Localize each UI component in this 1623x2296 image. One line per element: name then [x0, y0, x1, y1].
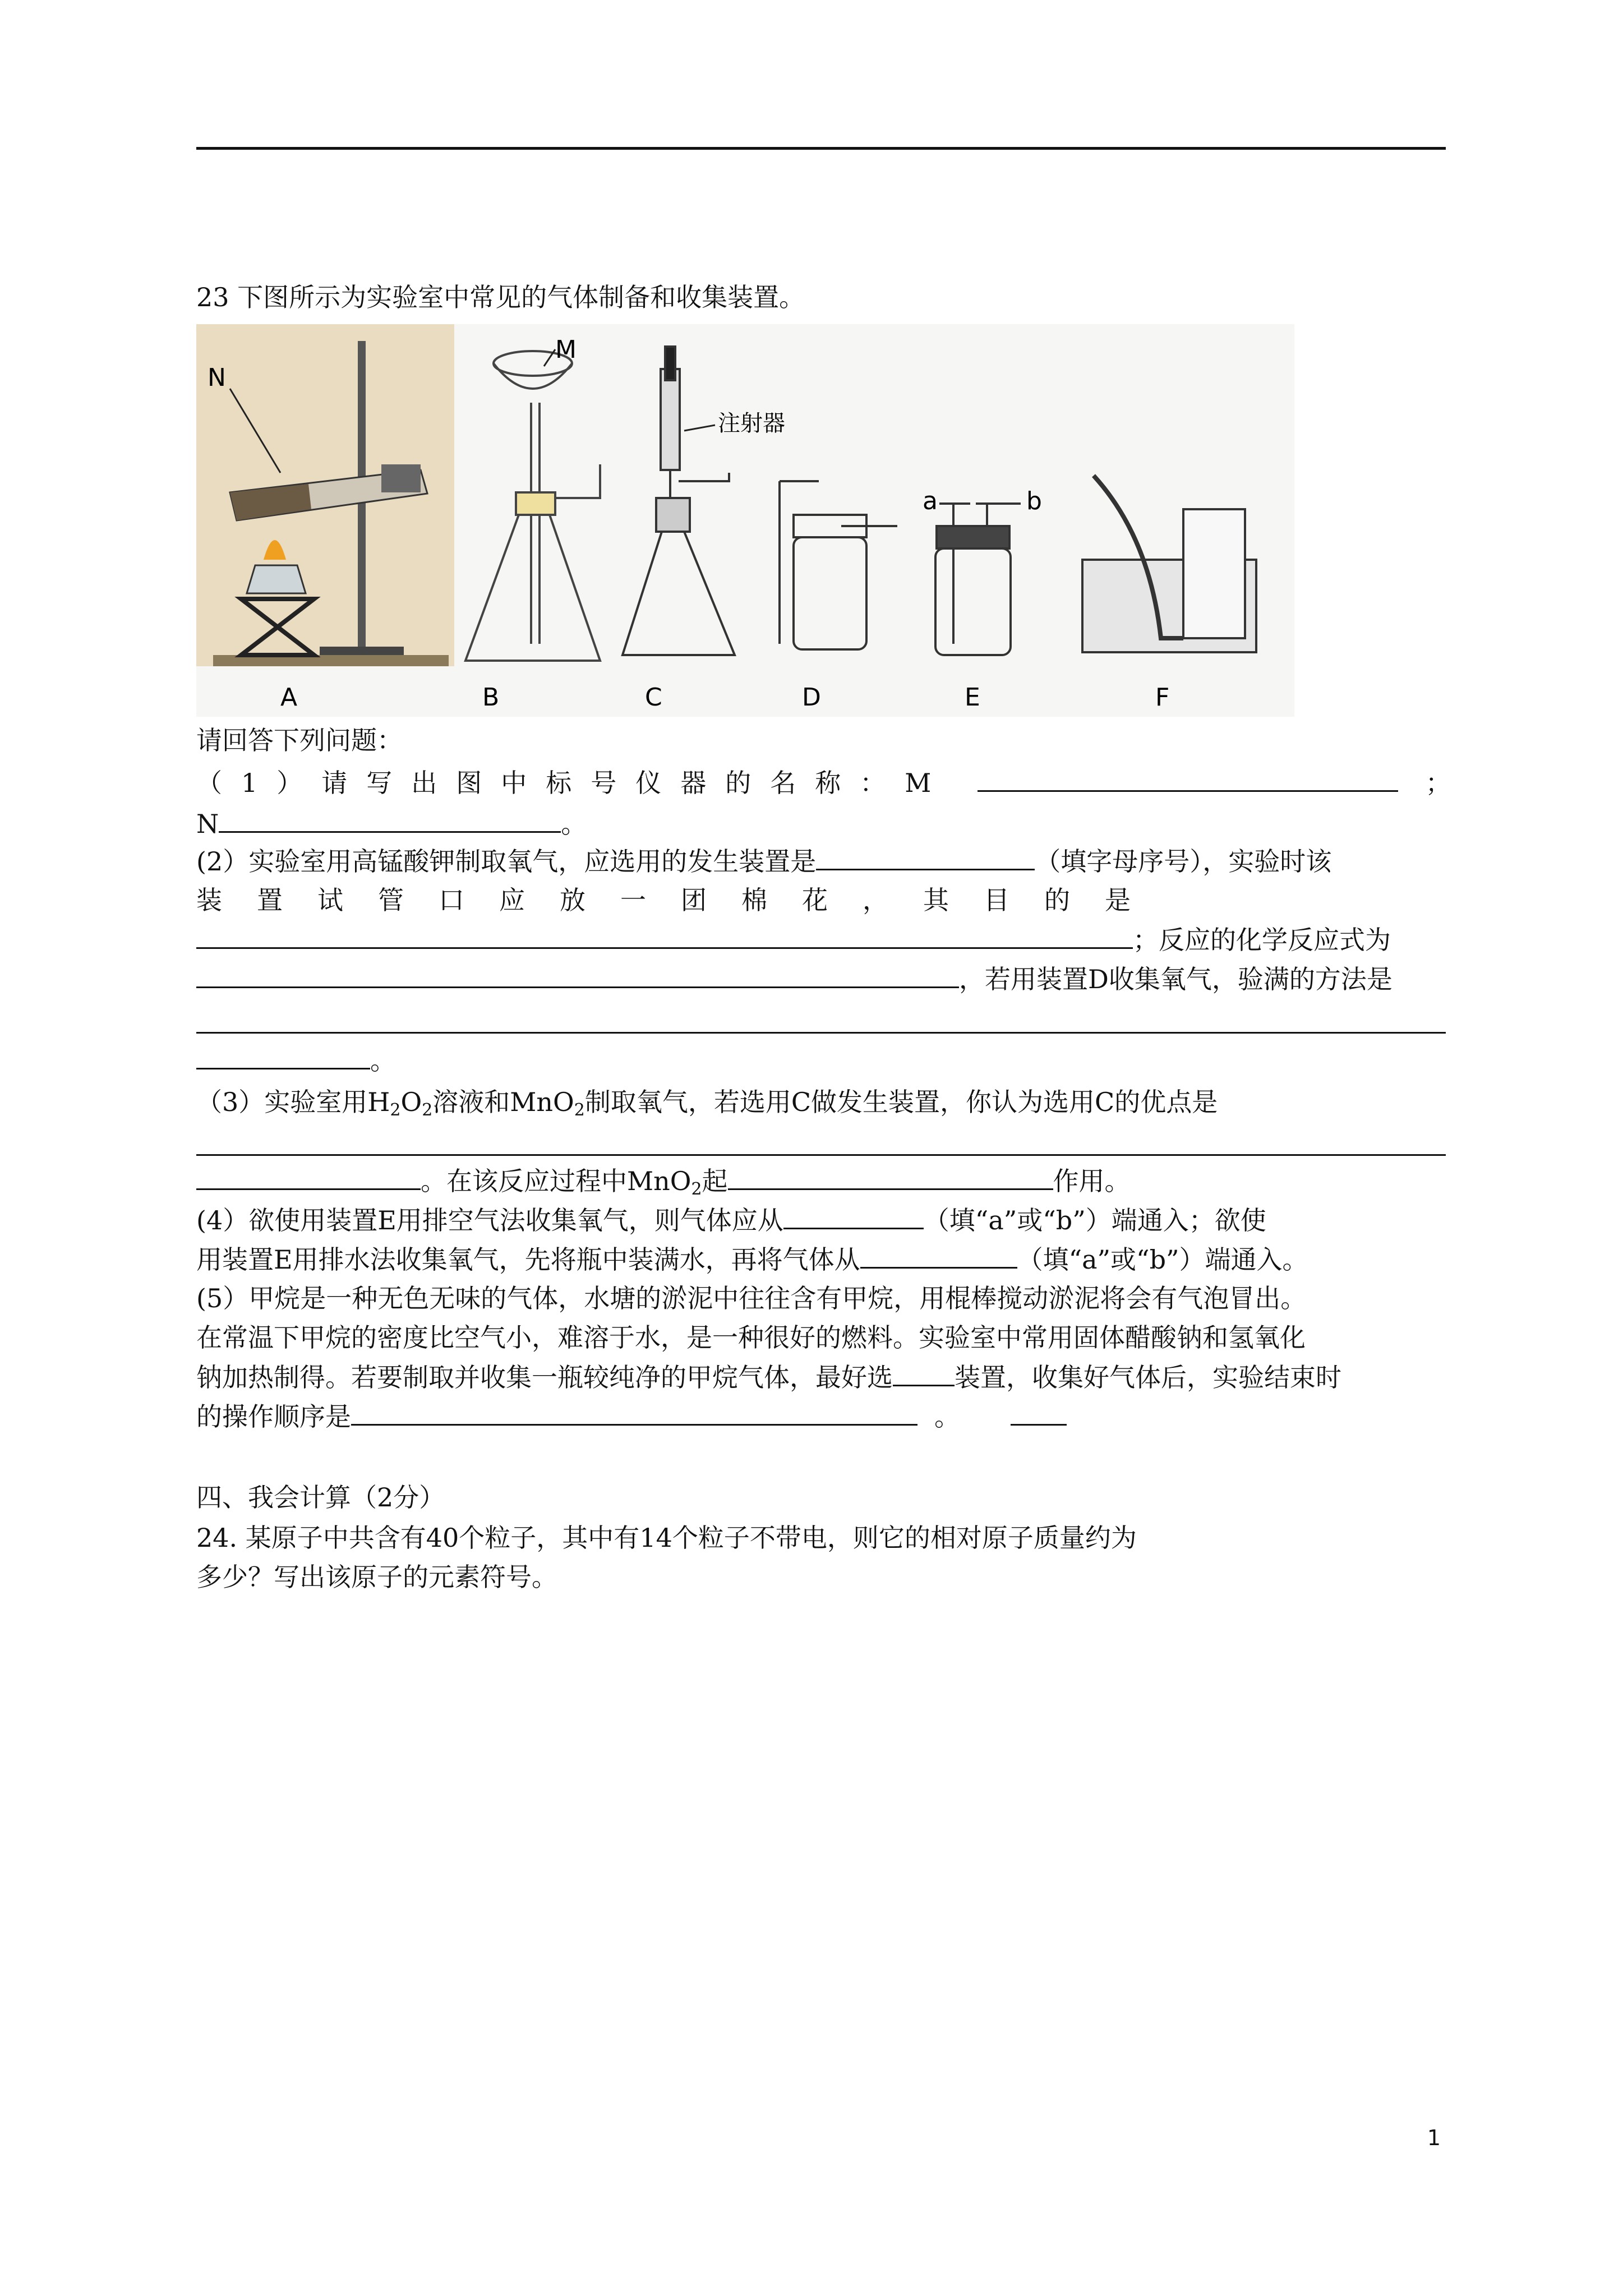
letter-c: C — [645, 683, 662, 712]
letter-e: E — [965, 683, 980, 712]
answer-blank-equation[interactable] — [196, 962, 959, 988]
answer-rule-advantage[interactable] — [196, 1154, 1446, 1156]
q2-l3: ；反应的化学反应式为 — [1133, 925, 1391, 955]
apparatus-a — [196, 324, 454, 666]
section4-title: 四、我会计算（2分） — [196, 1482, 445, 1513]
answer-blank-m[interactable] — [978, 766, 1398, 792]
q23-1 — [196, 766, 1470, 800]
q24-line1: 24. 某原子中共含有40个粒子，其中有14个粒子不带电，则它的相对原子质量约为 — [196, 1523, 1137, 1553]
q23-2-line3 — [196, 923, 1391, 957]
answer-blank-methane-device[interactable] — [893, 1360, 955, 1386]
q23-2-line4 — [196, 962, 1393, 996]
q23-stem: 23 下图所示为实验室中常见的气体制备和收集装置。 — [196, 282, 805, 312]
letter-a: A — [280, 683, 298, 712]
answer-blank-air[interactable] — [783, 1203, 924, 1229]
answer-blank-advantage-end[interactable] — [196, 1164, 421, 1190]
q23-prompt: 请回答下列问题： — [196, 725, 403, 755]
label-b: b — [1026, 487, 1042, 515]
letter-d: D — [802, 683, 821, 712]
q23-5-line1: (5）甲烷是一种无色无味的气体，水塘的淤泥中往往含有甲烷，用棍棒搅动淤泥将会有气泡冒出。 — [196, 1283, 1307, 1313]
answer-blank-extra[interactable] — [1011, 1399, 1067, 1426]
q23-4-line1: (4）欲使用装置E用排空气法收集氧气，则气体应从 （填“a”或“b”）端通入；欲使 — [196, 1203, 1266, 1237]
q3-l1a: （3）实验室用H — [196, 1087, 390, 1117]
label-a: a — [923, 487, 938, 515]
q23-3-line3: 。在该反应过程中MnO$_2$起 作用。 — [196, 1164, 1131, 1198]
q1-n: N — [196, 809, 219, 839]
letter-f: F — [1155, 683, 1170, 712]
q2-l4: ，若用装置D收集氧气，验满的方法是 — [959, 964, 1393, 994]
q23-2-line6 — [196, 1043, 396, 1077]
q23-4-line2: 用装置E用排水法收集氧气，先将瓶中装满水，再将气体从 （填“a”或“b”）端通入。 — [196, 1242, 1308, 1276]
label-M: M — [555, 335, 577, 364]
q23-5-line3: 钠加热制得。若要制取并收集一瓶较纯净的甲烷气体，最好选 装置，收集好气体后，实验结束时 — [196, 1360, 1341, 1394]
q2-l1a: (2）实验室用高锰酸钾制取氧气，应选用的发生装置是 — [196, 846, 817, 877]
label-syringe: 注射器 — [718, 411, 785, 436]
answer-rule-check-full-1[interactable] — [196, 1032, 1446, 1034]
header-rule — [196, 147, 1446, 150]
answer-blank-purpose[interactable] — [196, 923, 1133, 949]
q24-line2: 多少？写出该原子的元素符号。 — [196, 1562, 557, 1592]
answer-blank-generator[interactable] — [816, 844, 1035, 870]
q23-2-line2: 装置试管口应放一团棉花，其目的是 — [196, 885, 1165, 915]
q1-semicolon: ； — [1425, 768, 1470, 798]
page-number: 1 — [1427, 2126, 1441, 2150]
answer-blank-role[interactable] — [728, 1164, 1053, 1190]
answer-blank-order[interactable] — [351, 1399, 917, 1426]
q23-1b — [196, 806, 587, 841]
q23-5-line4: 的操作顺序是 。 — [196, 1399, 1067, 1433]
q1-end: 。 — [561, 809, 587, 839]
label-N: N — [208, 363, 226, 392]
q1-text: （1）请写出图中标号仪器的名称：M — [196, 768, 951, 798]
answer-blank-check-end[interactable] — [196, 1043, 370, 1069]
letter-b: B — [482, 683, 500, 712]
q23-3-line1: （3）实验室用$H_2O_2$溶液和MnO$_2$制取氧气，若选用C做发生装置，你认为选用C的优点是 — [196, 1087, 1218, 1120]
q23-2-line1 — [196, 844, 1331, 878]
q2-l1b: （填字母序号），实验时该 — [1035, 846, 1332, 877]
q2-end: 。 — [370, 1045, 396, 1076]
answer-blank-n[interactable] — [219, 806, 561, 833]
q23-5-line2: 在常温下甲烷的密度比空气小，难溶于水，是一种很好的燃料。实验室中常用固体醋酸钠和氢氧化 — [196, 1322, 1306, 1353]
apparatus-figure — [196, 324, 1294, 717]
answer-blank-water[interactable] — [860, 1242, 1017, 1269]
